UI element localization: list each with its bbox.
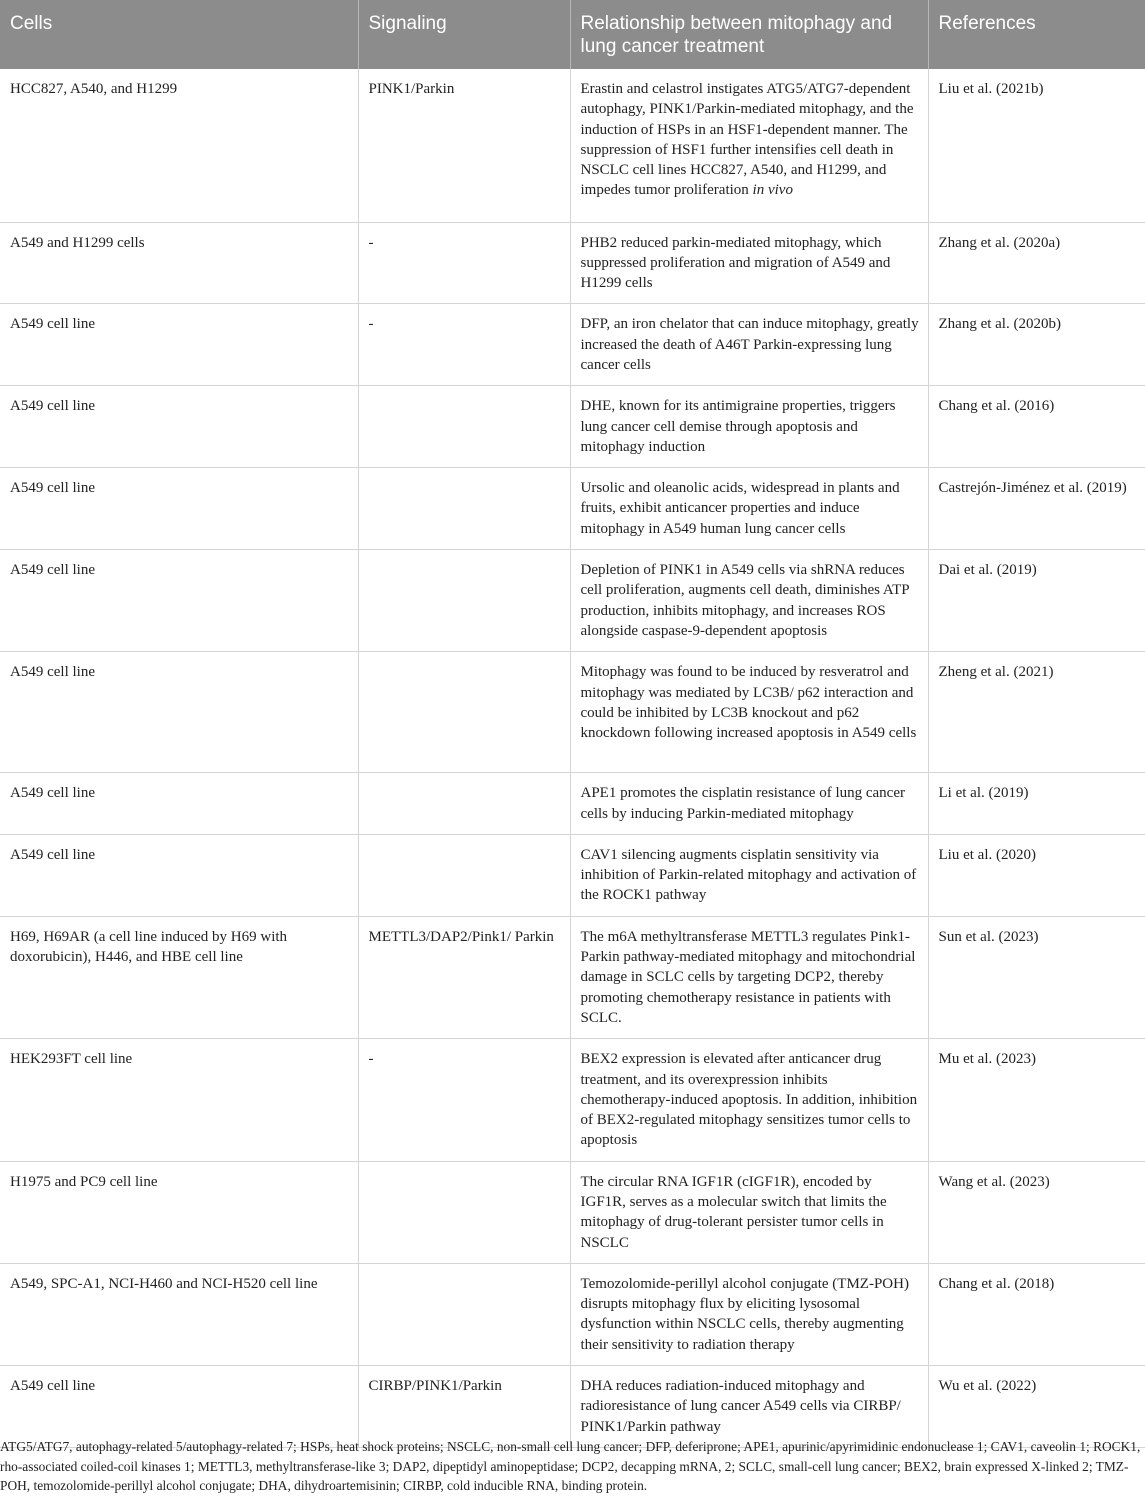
table-row: [0, 1366, 1145, 1448]
cell-cells: A549 cell line: [0, 1366, 358, 1448]
table-row: [0, 773, 1145, 835]
cell-relationship: Temozolomide-perillyl alcohol conjugate (TMZ-POH) disrupts mitophagy flux by eliciting lysosomal dysfunction within NSCLC cells, thereby augmenting their sensitivity to radiation therapy: [570, 1263, 928, 1365]
cell-relationship: DHE, known for its antimigraine properties, triggers lung cancer cell demise through apoptosis and mitophagy induction: [570, 386, 928, 468]
column-header-signaling: Signaling: [358, 0, 570, 69]
table-row: [0, 304, 1145, 386]
cell-reference: Chang et al. (2018): [928, 1263, 1145, 1365]
table-body: [0, 69, 1145, 1447]
cell-relationship: The circular RNA IGF1R (cIGF1R), encoded by IGF1R, serves as a molecular switch that limits the mitophagy of drug-tolerant persister tumor cells in NSCLC: [570, 1161, 928, 1263]
table-row: [0, 222, 1145, 304]
cell-relationship: DHA reduces radiation-induced mitophagy and radioresistance of lung cancer A549 cells via CIRBP/ PINK1/Parkin pathway: [570, 1366, 928, 1448]
cell-relationship: Mitophagy was found to be induced by resveratrol and mitophagy was mediated by LC3B/ p62 interaction and could be inhibited by LC3B knockout and p62 knockdown following increased apoptosis in A549 cells: [570, 652, 928, 773]
table-row: [0, 834, 1145, 916]
cell-cells: A549, SPC-A1, NCI-H460 and NCI-H520 cell line: [0, 1263, 358, 1365]
column-header-references: References: [928, 0, 1145, 69]
cell-relationship: PHB2 reduced parkin-mediated mitophagy, which suppressed proliferation and migration of A549 and H1299 cells: [570, 222, 928, 304]
cell-reference: Wang et al. (2023): [928, 1161, 1145, 1263]
cell-reference: Liu et al. (2020): [928, 834, 1145, 916]
cell-reference: Wu et al. (2022): [928, 1366, 1145, 1448]
table-row: [0, 916, 1145, 1038]
cell-signaling: [358, 1263, 570, 1365]
cell-signaling: [358, 834, 570, 916]
cell-reference: Castrejón-Jiménez et al. (2019): [928, 468, 1145, 550]
cell-reference: Chang et al. (2016): [928, 386, 1145, 468]
cell-signaling: [358, 773, 570, 835]
cell-relationship: The m6A methyltransferase METTL3 regulates Pink1-Parkin pathway-mediated mitophagy and mitochondrial damage in SCLC cells by targeting DCP2, thereby promoting chemotherapy resistance in patients with SCLC.: [570, 916, 928, 1038]
table-row: [0, 1161, 1145, 1263]
cell-cells: H1975 and PC9 cell line: [0, 1161, 358, 1263]
cell-relationship: Depletion of PINK1 in A549 cells via shRNA reduces cell proliferation, augments cell death, diminishes ATP production, inhibits mitophagy, and increases ROS alongside caspase-9-dependent apoptosis: [570, 550, 928, 652]
cell-reference: Li et al. (2019): [928, 773, 1145, 835]
cell-reference: Dai et al. (2019): [928, 550, 1145, 652]
cell-relationship: BEX2 expression is elevated after anticancer drug treatment, and its overexpression inhibits chemotherapy-induced apoptosis. In addition, inhibition of BEX2-regulated mitophagy sensitizes tumor cells to apoptosis: [570, 1039, 928, 1161]
header-row: [0, 0, 1145, 69]
cell-reference: Zhang et al. (2020b): [928, 304, 1145, 386]
table-row: [0, 69, 1145, 222]
cell-relationship: Ursolic and oleanolic acids, widespread in plants and fruits, exhibit anticancer properties and induce mitophagy in A549 human lung cancer cells: [570, 468, 928, 550]
cell-signaling: -: [358, 222, 570, 304]
cell-cells: A549 cell line: [0, 550, 358, 652]
cell-cells: A549 cell line: [0, 386, 358, 468]
cell-cells: A549 cell line: [0, 468, 358, 550]
cell-cells: HCC827, A540, and H1299: [0, 69, 358, 222]
cell-signaling: [358, 1161, 570, 1263]
cell-cells: A549 cell line: [0, 773, 358, 835]
table-row: [0, 1039, 1145, 1161]
relationship-italic-text: in vivo: [752, 182, 793, 199]
table-header: [0, 0, 1145, 69]
cell-relationship: CAV1 silencing augments cisplatin sensitivity via inhibition of Parkin-related mitophagy and activation of the ROCK1 pathway: [570, 834, 928, 916]
cell-signaling: [358, 386, 570, 468]
table-row: [0, 652, 1145, 773]
table-footnote: ATG5/ATG7, autophagy-related 5/autophagy-related 7; HSPs, heat shock proteins; NSCLC, non-small cell lung cancer; DFP, deferiprone; APE1, apurinic/apyrimidinic endonuclease 1; CAV1, caveolin 1; ROCK1, rho-associated coiled-coil kinases 1; METTL3, methyltransferase-like 3; DAP2, dipeptidyl aminopeptidase; DCP2, decapping mRNA, 2; SCLC, small-cell lung cancer; BEX2, brain expressed X-linked 2; TMZ-POH, temozolomide-perillyl alcohol conjugate; DHA, dihydroartemisinin; CIRBP, cold inducible RNA, binding protein.: [0, 1439, 1141, 1493]
cell-reference: Liu et al. (2021b): [928, 69, 1145, 222]
cell-signaling: METTL3/DAP2/Pink1/ Parkin: [358, 916, 570, 1038]
cell-relationship: [570, 69, 928, 222]
cell-reference: Mu et al. (2023): [928, 1039, 1145, 1161]
table-row: [0, 468, 1145, 550]
cell-cells: A549 cell line: [0, 834, 358, 916]
cell-signaling: -: [358, 304, 570, 386]
cell-cells: H69, H69AR (a cell line induced by H69 with doxorubicin), H446, and HBE cell line: [0, 916, 358, 1038]
table-row: [0, 1263, 1145, 1365]
cell-reference: Zheng et al. (2021): [928, 652, 1145, 773]
cell-cells: A549 cell line: [0, 304, 358, 386]
relationship-text: Erastin and celastrol instigates ATG5/ATG7-dependent autophagy, PINK1/Parkin-mediated mitophagy, and the induction of HSPs in an HSF1-dependent manner. The suppression of HSF1 further intensifies cell death in NSCLC cell lines HCC827, A540, and H1299, and impedes tumor proliferation: [580, 81, 914, 199]
cell-reference: Sun et al. (2023): [928, 916, 1145, 1038]
cell-cells: A549 and H1299 cells: [0, 222, 358, 304]
table-row: [0, 386, 1145, 468]
cell-signaling: [358, 550, 570, 652]
cell-cells: A549 cell line: [0, 652, 358, 773]
cell-reference: Zhang et al. (2020a): [928, 222, 1145, 304]
table-row: [0, 550, 1145, 652]
cell-signaling: -: [358, 1039, 570, 1161]
cell-relationship: APE1 promotes the cisplatin resistance of lung cancer cells by inducing Parkin-mediated mitophagy: [570, 773, 928, 835]
cell-signaling: [358, 652, 570, 773]
cell-relationship: DFP, an iron chelator that can induce mitophagy, greatly increased the death of A46T Parkin-expressing lung cancer cells: [570, 304, 928, 386]
column-header-cells: Cells: [0, 0, 358, 69]
cell-signaling: CIRBP/PINK1/Parkin: [358, 1366, 570, 1448]
cell-signaling: PINK1/Parkin: [358, 69, 570, 222]
column-header-relationship: Relationship between mitophagy and lung cancer treatment: [570, 0, 928, 69]
cell-cells: HEK293FT cell line: [0, 1039, 358, 1161]
cell-signaling: [358, 468, 570, 550]
